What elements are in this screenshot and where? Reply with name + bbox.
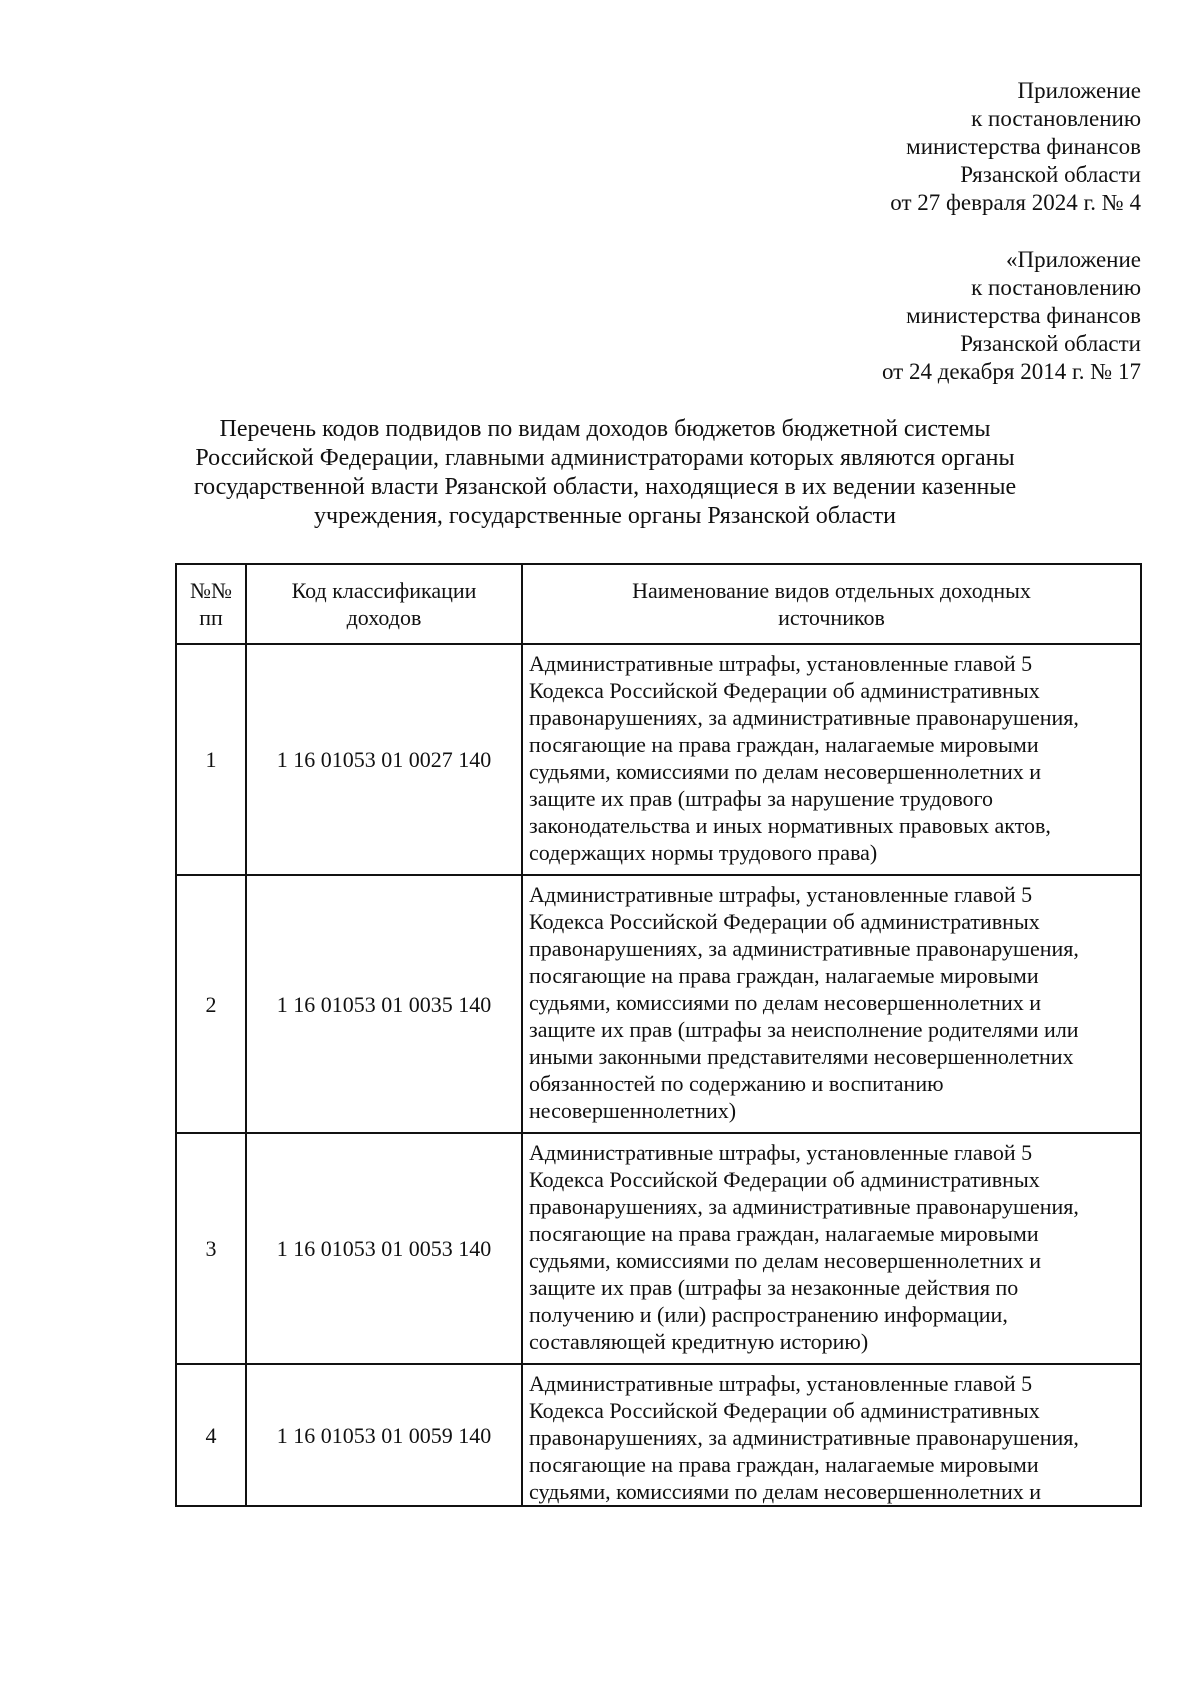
- row-name-line: правонарушениях, за административные правонарушения,: [529, 705, 1079, 730]
- table-row: [176, 1133, 1141, 1364]
- row-name-line: Административные штрафы, установленные главой 5: [529, 651, 1033, 676]
- appendix-header-line: Приложение: [1017, 78, 1141, 103]
- appendix-header-line: от 27 февраля 2024 г. № 4: [890, 190, 1141, 215]
- table-row: [176, 875, 1141, 1133]
- row-name-line: иными законными представителями несовершеннолетних: [529, 1044, 1074, 1069]
- row-name-line: посягающие на права граждан, налагаемые мировыми: [529, 963, 1039, 988]
- header-name-line: Наименование видов отдельных доходных: [632, 578, 1031, 603]
- row-name-line: посягающие на права граждан, налагаемые мировыми: [529, 1221, 1039, 1246]
- row-number: 4: [176, 1364, 246, 1506]
- row-name-line: Кодекса Российской Федерации об административных: [529, 1167, 1040, 1192]
- row-code: 1 16 01053 01 0053 140: [246, 1133, 522, 1364]
- appendix-header-line: к постановлению: [971, 106, 1141, 131]
- header-code-line: доходов: [346, 605, 422, 630]
- original-appendix-header-line: «Приложение: [1006, 247, 1141, 272]
- row-code: 1 16 01053 01 0035 140: [246, 875, 522, 1133]
- row-name-line: судьями, комиссиями по делам несовершеннолетних и: [529, 1248, 1042, 1273]
- row-number: 3: [176, 1133, 246, 1364]
- row-name-line: правонарушениях, за административные правонарушения,: [529, 936, 1079, 961]
- row-name: [522, 1133, 1141, 1364]
- header-number-line: №№: [190, 578, 232, 603]
- row-name-line: защите их прав (штрафы за незаконные действия по: [529, 1275, 1019, 1300]
- row-name-line: Кодекса Российской Федерации об административных: [529, 1398, 1040, 1423]
- original-appendix-header-line: Рязанской области: [960, 331, 1141, 356]
- row-name-line: несовершеннолетних): [529, 1098, 737, 1123]
- original-appendix-header-line: министерства финансов: [906, 303, 1141, 328]
- row-code: 1 16 01053 01 0059 140: [246, 1364, 522, 1506]
- income-codes-table: [175, 563, 1142, 1507]
- row-name-line: Административные штрафы, установленные главой 5: [529, 882, 1033, 907]
- row-number: 1: [176, 644, 246, 875]
- document-title: [180, 415, 1030, 531]
- header-number: [176, 564, 246, 644]
- document-title-line: Российской Федерации, главными администраторами которых являются органы: [195, 445, 1015, 471]
- appendix-header-line: министерства финансов: [906, 134, 1141, 159]
- header-code-line: Код классификации: [291, 578, 477, 603]
- row-name-line: Кодекса Российской Федерации об административных: [529, 909, 1040, 934]
- table-row: [176, 644, 1141, 875]
- table-header-row: [176, 564, 1141, 644]
- row-name: [522, 1364, 1141, 1506]
- row-name-line: защите их прав (штрафы за нарушение трудового: [529, 786, 994, 811]
- row-code: 1 16 01053 01 0027 140: [246, 644, 522, 875]
- document-title-line: государственной власти Рязанской области, находящиеся в их ведении казенные: [193, 474, 1017, 500]
- row-name-line: посягающие на права граждан, налагаемые мировыми: [529, 1452, 1039, 1477]
- row-name-line: получению и (или) распространению информации,: [529, 1302, 1008, 1327]
- document-title-line: учреждения, государственные органы Рязанской области: [314, 503, 896, 529]
- row-name-line: правонарушениях, за административные правонарушения,: [529, 1425, 1079, 1450]
- row-number: 2: [176, 875, 246, 1133]
- row-name-line: судьями, комиссиями по делам несовершеннолетних и: [529, 759, 1042, 784]
- row-name-line: судьями, комиссиями по делам несовершеннолетних и: [529, 1479, 1042, 1504]
- original-appendix-header-line: к постановлению: [971, 275, 1141, 300]
- original-appendix-header: [882, 246, 1141, 386]
- row-name-line: правонарушениях, за административные правонарушения,: [529, 1194, 1079, 1219]
- row-name-line: Административные штрафы, установленные главой 5: [529, 1140, 1033, 1165]
- row-name-line: обязанностей по содержанию и воспитанию: [529, 1071, 944, 1096]
- row-name-line: посягающие на права граждан, налагаемые мировыми: [529, 732, 1039, 757]
- header-name-line: источников: [778, 605, 885, 630]
- row-name-line: составляющей кредитную историю): [529, 1329, 869, 1354]
- table-row: [176, 1364, 1141, 1506]
- row-name-line: Кодекса Российской Федерации об административных: [529, 678, 1040, 703]
- row-name-line: Административные штрафы, установленные главой 5: [529, 1371, 1033, 1396]
- row-name-line: содержащих нормы трудового права): [529, 840, 878, 865]
- row-name-line: законодательства и иных нормативных правовых актов,: [529, 813, 1051, 838]
- document-title-line: Перечень кодов подвидов по видам доходов бюджетов бюджетной системы: [219, 416, 991, 442]
- appendix-header-line: Рязанской области: [960, 162, 1141, 187]
- row-name: [522, 875, 1141, 1133]
- header-code: [246, 564, 522, 644]
- original-appendix-header-line: от 24 декабря 2014 г. № 17: [881, 359, 1141, 384]
- row-name-line: судьями, комиссиями по делам несовершеннолетних и: [529, 990, 1042, 1015]
- header-number-line: пп: [199, 605, 223, 630]
- row-name: [522, 644, 1141, 875]
- appendix-header: [890, 77, 1141, 217]
- header-name: [522, 564, 1141, 644]
- row-name-line: защите их прав (штрафы за неисполнение родителями или: [529, 1017, 1079, 1042]
